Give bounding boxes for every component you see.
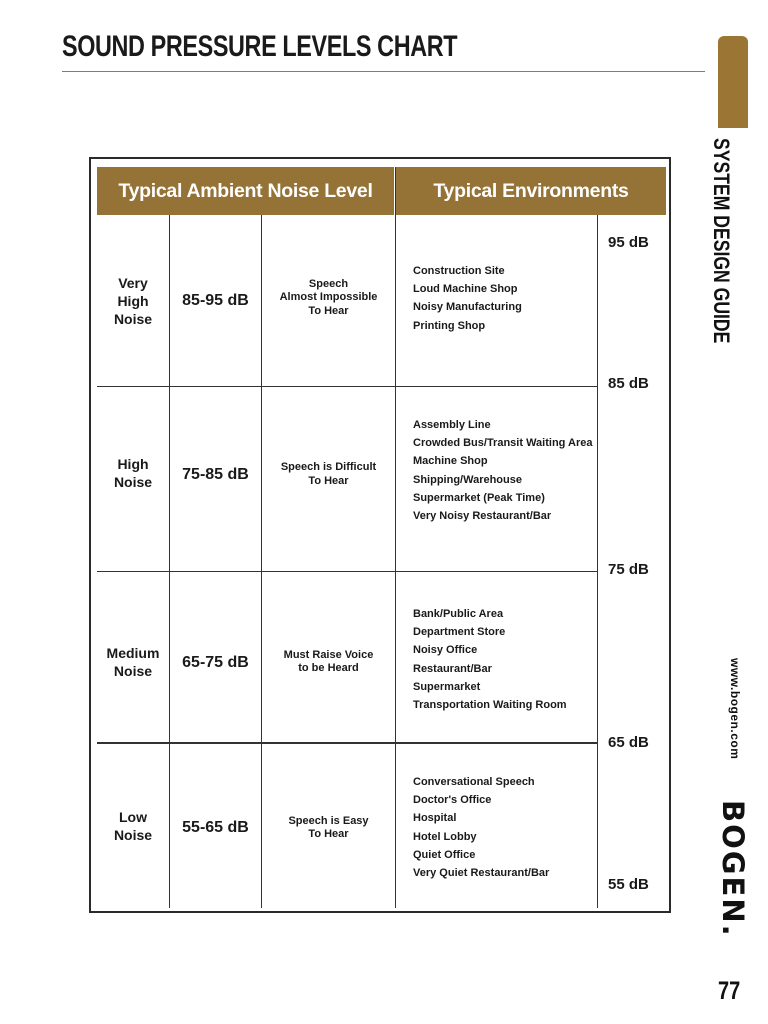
environment-item: Printing Shop (413, 319, 486, 332)
environment-item: Very Noisy Restaurant/Bar (413, 510, 552, 523)
environment-item: Transportation Waiting Room (413, 699, 567, 712)
decibel-range: 55-65 dB (182, 819, 249, 836)
side-section-title: SYSTEM DESIGN GUIDE (709, 138, 734, 344)
environment-item: Assembly Line (413, 419, 491, 431)
page-title: SOUND PRESSURE LEVELS CHART (62, 30, 458, 63)
environment-item: Loud Machine Shop (413, 283, 518, 296)
environment-item: Conversational Speech (413, 776, 535, 788)
environment-list (413, 262, 522, 335)
environment-item: Supermarket (413, 680, 481, 693)
environment-item: Doctor's Office (413, 794, 492, 807)
column-header-environments: Typical Environments (396, 167, 666, 215)
speech-effect: Speech is Easy To Hear (288, 814, 369, 840)
environment-item: Noisy Office (413, 644, 478, 657)
decibel-range: 75-85 dB (182, 465, 249, 483)
environment-item: Shipping/Warehouse (413, 473, 522, 486)
environment-list (413, 416, 593, 525)
website-url: www.bogen.com (728, 658, 742, 760)
environment-item: Crowded Bus/Transit Waiting Area (413, 437, 593, 450)
environment-item: Hospital (413, 812, 457, 825)
environment-list (413, 773, 549, 882)
noise-level-label: Very High Noise (113, 274, 153, 327)
decibel-range: 85-95 dB (182, 291, 249, 309)
db-scale-label: 75 dB (608, 561, 649, 578)
db-scale-label: 85 dB (608, 375, 649, 392)
column-header-noise-level: Typical Ambient Noise Level (97, 167, 394, 215)
environment-item: Department Store (413, 626, 506, 639)
speech-effect: Speech Almost Impossible To Hear (279, 277, 378, 317)
speech-effect: Must Raise Voice to be Heard (283, 648, 374, 674)
environment-item: Restaurant/Bar (413, 662, 492, 675)
noise-level-label: Medium Noise (106, 645, 160, 679)
noise-level-label: High Noise (113, 455, 153, 490)
db-scale-label: 55 dB (608, 876, 649, 893)
environment-item: Machine Shop (413, 455, 488, 468)
environment-item: Hotel Lobby (413, 830, 477, 843)
grid-line (395, 167, 396, 908)
noise-level-label: Low Noise (113, 809, 153, 843)
brand-logo: BOGEN. (716, 800, 750, 938)
environment-item: Very Quiet Restaurant/Bar (413, 867, 550, 880)
page-number: 77 (718, 977, 741, 1005)
speech-effect: Speech is Difficult To Hear (280, 461, 377, 487)
environment-item: Construction Site (413, 265, 505, 277)
environment-item: Bank/Public Area (413, 608, 504, 620)
db-scale-label: 65 dB (608, 734, 649, 751)
section-tab (718, 36, 748, 128)
environment-list (413, 605, 567, 714)
environment-item: Supermarket (Peak Time) (413, 491, 545, 504)
db-scale-label: 95 dB (608, 234, 649, 251)
title-divider (62, 71, 705, 72)
environment-item: Noisy Manufacturing (413, 301, 522, 314)
decibel-range: 65-75 dB (182, 654, 249, 671)
environment-item: Quiet Office (413, 848, 476, 861)
grid-line (597, 215, 598, 908)
